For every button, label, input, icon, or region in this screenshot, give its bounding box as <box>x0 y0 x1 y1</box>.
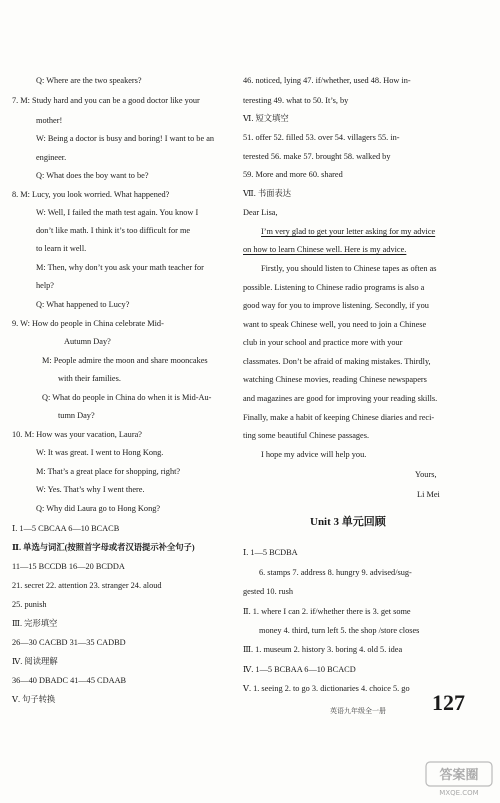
answer-line: 26—30 CACBD 31—35 CADBD <box>12 638 126 647</box>
letter-line: want to speak Chinese well, you need to join a Chinese <box>243 320 427 329</box>
page-number: 127 <box>432 690 465 715</box>
section-heading: Ⅴ. 句子转换 <box>12 695 56 704</box>
answer-line: 21. secret 22. attention 23. stranger 24. aloud <box>12 581 162 590</box>
text-line: with their families. <box>58 374 121 383</box>
section-heading: Ⅵ. 短文填空 <box>243 114 289 123</box>
text-line: Q: What do people in China do when it is Mid-Au- <box>42 393 212 402</box>
text-line: M: That’s a great place for shopping, right? <box>36 467 181 476</box>
text-line: 8. M: Lucy, you look worried. What happened? <box>12 190 170 199</box>
letter-line: classmates. Don’t be afraid of making mistakes. Thirdly, <box>243 357 431 366</box>
letter-line: on how to learn Chinese well. Here is my advice. <box>243 245 407 254</box>
text-line: tumn Day? <box>58 411 95 420</box>
answer-line: 11—15 BCCDB 16—20 BCDDA <box>12 562 125 571</box>
text-line: W: Well, I failed the math test again. You know I <box>36 208 199 217</box>
letter-line: club in your school and practice more with your <box>243 338 403 347</box>
letter-line: good way for you to improve listening. Secondly, if you <box>243 301 429 310</box>
answer-line: 46. noticed, lying 47. if/whether, used 48. How in- <box>243 76 411 85</box>
answer-line: 6. stamps 7. address 8. hungry 9. advised/sug- <box>259 568 412 577</box>
answer-line: gested 10. rush <box>243 587 294 596</box>
section-heading: Ⅶ. 书面表达 <box>243 189 292 198</box>
watermark-logo <box>424 760 494 798</box>
left-column <box>12 0 237 800</box>
answer-line: terested 56. make 57. brought 58. walked by <box>243 152 391 161</box>
section-heading: Ⅲ. 完形填空 <box>12 619 58 628</box>
answer-line: Ⅲ. 1. museum 2. history 3. boring 4. old 5. idea <box>243 645 403 654</box>
text-line: Q: Where are the two speakers? <box>36 76 142 85</box>
letter-line: ting some beautiful Chinese passages. <box>243 431 370 440</box>
text-line: Autumn Day? <box>64 337 111 346</box>
letter-line: watching Chinese movies, reading Chinese newspapers <box>243 375 427 384</box>
text-line: Q: What happened to Lucy? <box>36 300 130 309</box>
watermark-url: MXQE.COM <box>439 789 479 797</box>
text-line: W: Being a doctor is busy and boring! I want to be an <box>36 134 215 143</box>
text-line: engineer. <box>36 153 67 162</box>
text-line: M: People admire the moon and share mooncakes <box>42 356 208 365</box>
unit-title: Unit 3 单元回顾 <box>310 516 386 528</box>
answer-line: Ⅰ. 1—5 CBCAA 6—10 BCACB <box>12 524 120 533</box>
footer-label: 英语九年级全一册 <box>330 707 386 715</box>
letter-line: Finally, make a habit of keeping Chinese diaries and reci- <box>243 413 435 422</box>
letter-signature: Li Mei <box>417 490 440 499</box>
text-line: Q: What does the boy want to be? <box>36 171 149 180</box>
text-line: 10. M: How was your vacation, Laura? <box>12 430 142 439</box>
text-line: Q: Why did Laura go to Hong Kong? <box>36 504 161 513</box>
answer-line: 59. More and more 60. shared <box>243 170 343 179</box>
answer-line: Ⅰ. 1—5 BCDBA <box>243 548 298 557</box>
answer-line: Ⅴ. 1. seeing 2. to go 3. dictionaries 4. choice 5. go <box>243 684 410 693</box>
letter-line: I hope my advice will help you. <box>261 450 367 459</box>
letter-line: Firstly, you should listen to Chinese tapes as often as <box>261 264 437 273</box>
answer-line: 51. offer 52. filled 53. over 54. villagers 55. in- <box>243 133 400 142</box>
text-line: don’t like math. I think it’s too difficult for me <box>36 226 191 235</box>
letter-line: possible. Listening to Chinese radio programs is also a <box>243 283 425 292</box>
text-line: W: It was great. I went to Hong Kong. <box>36 448 164 457</box>
answer-line: money 4. third, turn left 5. the shop /store closes <box>259 626 420 635</box>
answer-line: Ⅳ. 1—5 BCBAA 6—10 BCACD <box>243 665 356 674</box>
section-heading: Ⅱ. 单选与词汇(按照首字母或者汉语提示补全句子) <box>12 543 195 552</box>
letter-closing: Yours, <box>415 470 437 479</box>
text-line: 9. W: How do people in China celebrate Mid- <box>12 319 164 328</box>
text-line: M: Then, why don’t you ask your math teacher for <box>36 263 204 272</box>
letter-greeting: Dear Lisa, <box>243 208 278 217</box>
watermark-icon <box>424 760 494 798</box>
section-heading: Ⅳ. 阅读理解 <box>12 657 58 666</box>
text-line: W: Yes. That’s why I went there. <box>36 485 145 494</box>
watermark-text: 答案圈 <box>439 768 479 783</box>
answer-line: teresting 49. what to 50. It’s, by <box>243 96 349 105</box>
text-line: 7. M: Study hard and you can be a good doctor like your <box>12 96 200 105</box>
letter-line: I’m very glad to get your letter asking for my advice <box>261 227 436 236</box>
text-line: mother! <box>36 116 63 125</box>
text-line: to learn it well. <box>36 244 87 253</box>
answer-line: 36—40 DBADC 41—45 CDAAB <box>12 676 127 685</box>
answer-line: 25. punish <box>12 600 47 609</box>
text-line: help? <box>36 281 54 290</box>
right-column <box>243 0 493 800</box>
letter-line: and magazines are good for improving your reading skills. <box>243 394 438 403</box>
answer-line: Ⅱ. 1. where I can 2. if/whether there is 3. get some <box>243 607 411 616</box>
